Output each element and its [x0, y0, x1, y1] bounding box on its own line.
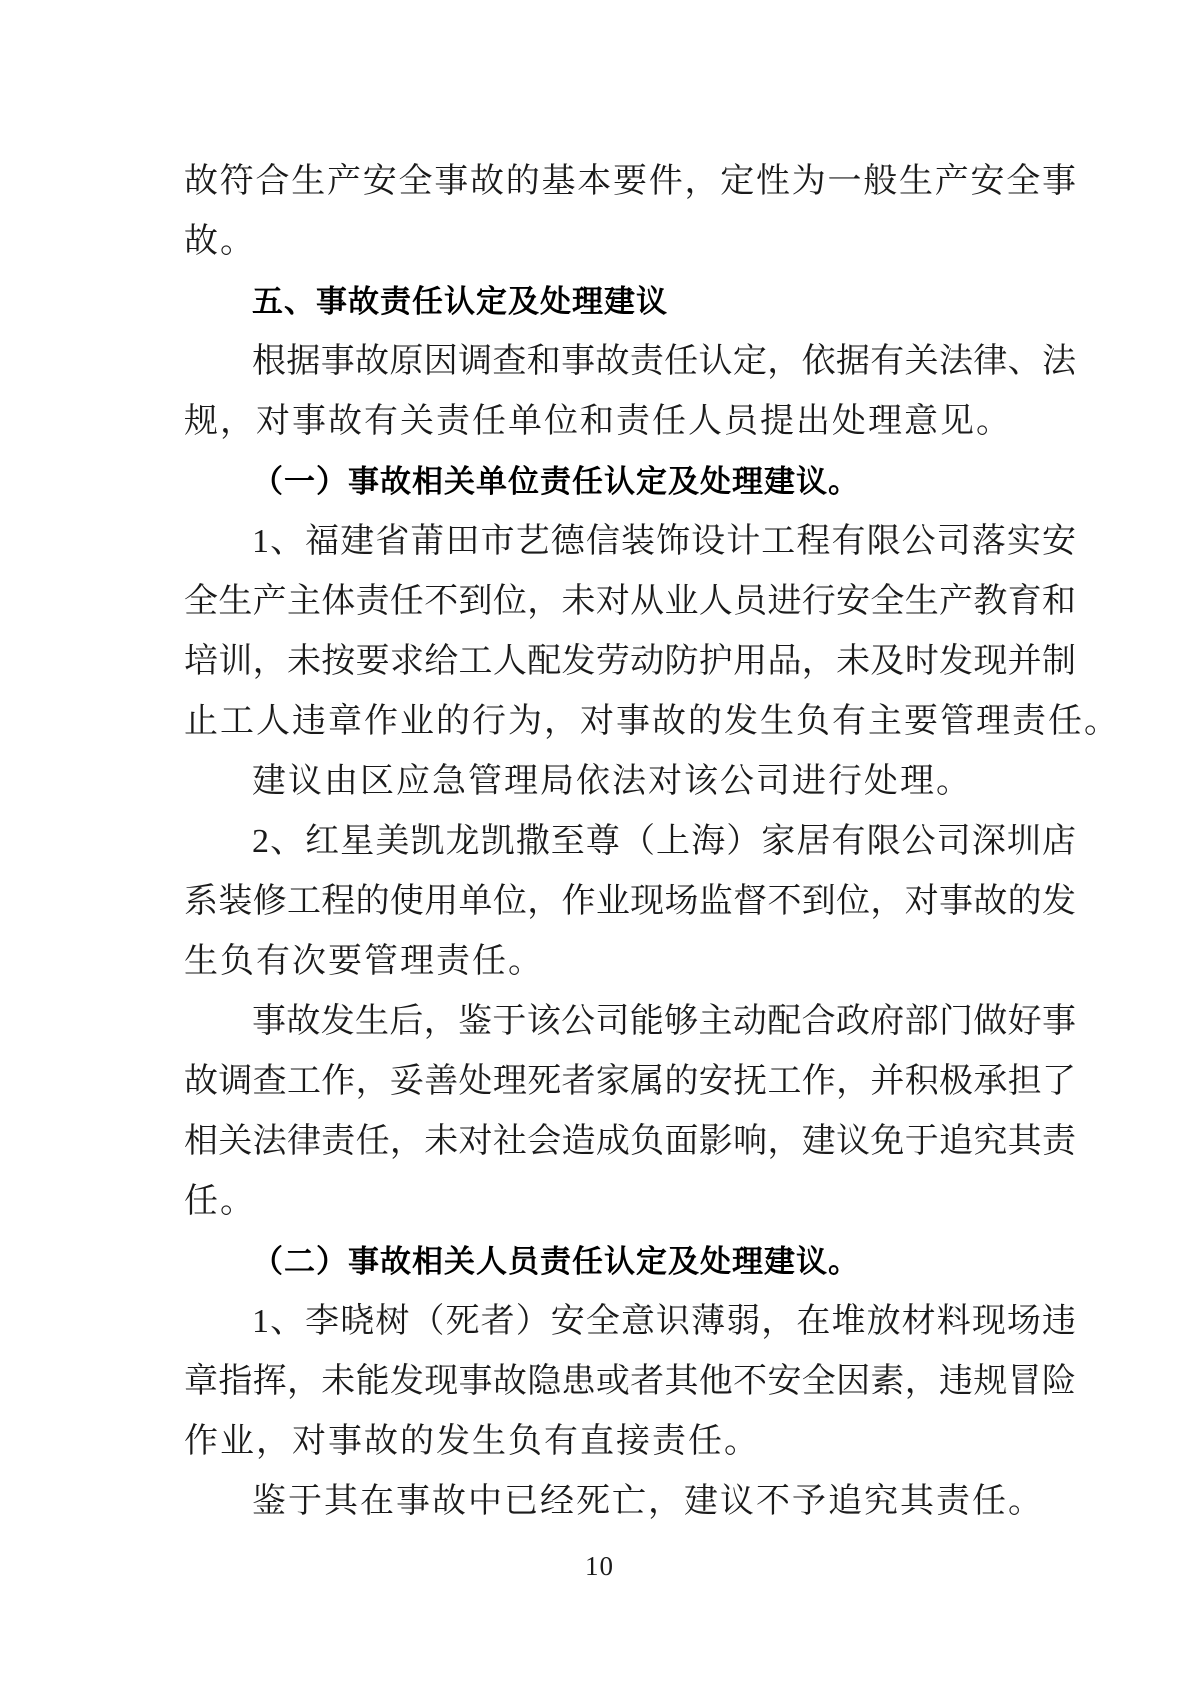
- heading-line: 五、事故责任认定及处理建议: [252, 284, 668, 319]
- text-line: 生负有次要管理责任。: [184, 943, 544, 980]
- section-heading: [184, 272, 1076, 332]
- text-line: 相关法律责任，未对社会造成负面影响，建议免于追究其责: [184, 1123, 1076, 1160]
- text-line: 系装修工程的使用单位，作业现场监督不到位，对事故的发: [184, 883, 1076, 920]
- text-line: 根据事故原因调查和事故责任认定，依据有关法律、法: [252, 343, 1076, 380]
- text-line: 章指挥，未能发现事故隐患或者其他不安全因素，违规冒险: [184, 1363, 1076, 1400]
- text-line: 故符合生产安全事故的基本要件，定性为一般生产安全事: [184, 163, 1076, 200]
- text-line: 作业，对事故的发生负有直接责任。: [184, 1423, 760, 1460]
- text-line: 培训，未按要求给工人配发劳动防护用品，未及时发现并制: [184, 643, 1076, 680]
- text-line: 1、李晓树（死者）安全意识薄弱，在堆放材料现场违: [252, 1303, 1076, 1340]
- text-line: 全生产主体责任不到位，未对从业人员进行安全生产教育和: [184, 583, 1076, 620]
- text-line: 事故发生后，鉴于该公司能够主动配合政府部门做好事: [252, 1003, 1076, 1040]
- paragraph: [184, 512, 1120, 752]
- text-line: 建议由区应急管理局依法对该公司进行处理。: [252, 763, 972, 800]
- paragraph: [184, 332, 1076, 452]
- text-block: [184, 152, 1120, 1532]
- text-line: 故调查工作，妥善处理死者家属的安抚工作，并积极承担了: [184, 1063, 1076, 1100]
- text-line: 2、红星美凯龙凯撒至尊（上海）家居有限公司深圳店: [252, 823, 1076, 860]
- text-line: 止工人违章作业的行为，对事故的发生负有主要管理责任。: [184, 703, 1120, 740]
- text-line: 任。: [184, 1183, 256, 1220]
- paragraph: [184, 1292, 1076, 1472]
- section-heading: [184, 452, 1076, 512]
- paragraph: [184, 812, 1076, 992]
- text-line: 规，对事故有关责任单位和责任人员提出处理意见。: [184, 403, 1012, 440]
- section-heading: [184, 1232, 1076, 1292]
- paragraph: [184, 752, 1076, 812]
- text-line: 1、福建省莆田市艺德信装饰设计工程有限公司落实安: [252, 523, 1076, 560]
- heading-line: （一）事故相关单位责任认定及处理建议。: [252, 464, 860, 499]
- page-footer: [0, 1546, 1199, 1586]
- heading-line: （二）事故相关人员责任认定及处理建议。: [252, 1244, 860, 1279]
- paragraph: [184, 1472, 1076, 1532]
- paragraph: [184, 992, 1076, 1232]
- page-number: 10: [585, 1551, 614, 1581]
- text-line: 鉴于其在事故中已经死亡，建议不予追究其责任。: [252, 1483, 1044, 1520]
- paragraph: [184, 152, 1076, 272]
- text-line: 故。: [184, 223, 256, 260]
